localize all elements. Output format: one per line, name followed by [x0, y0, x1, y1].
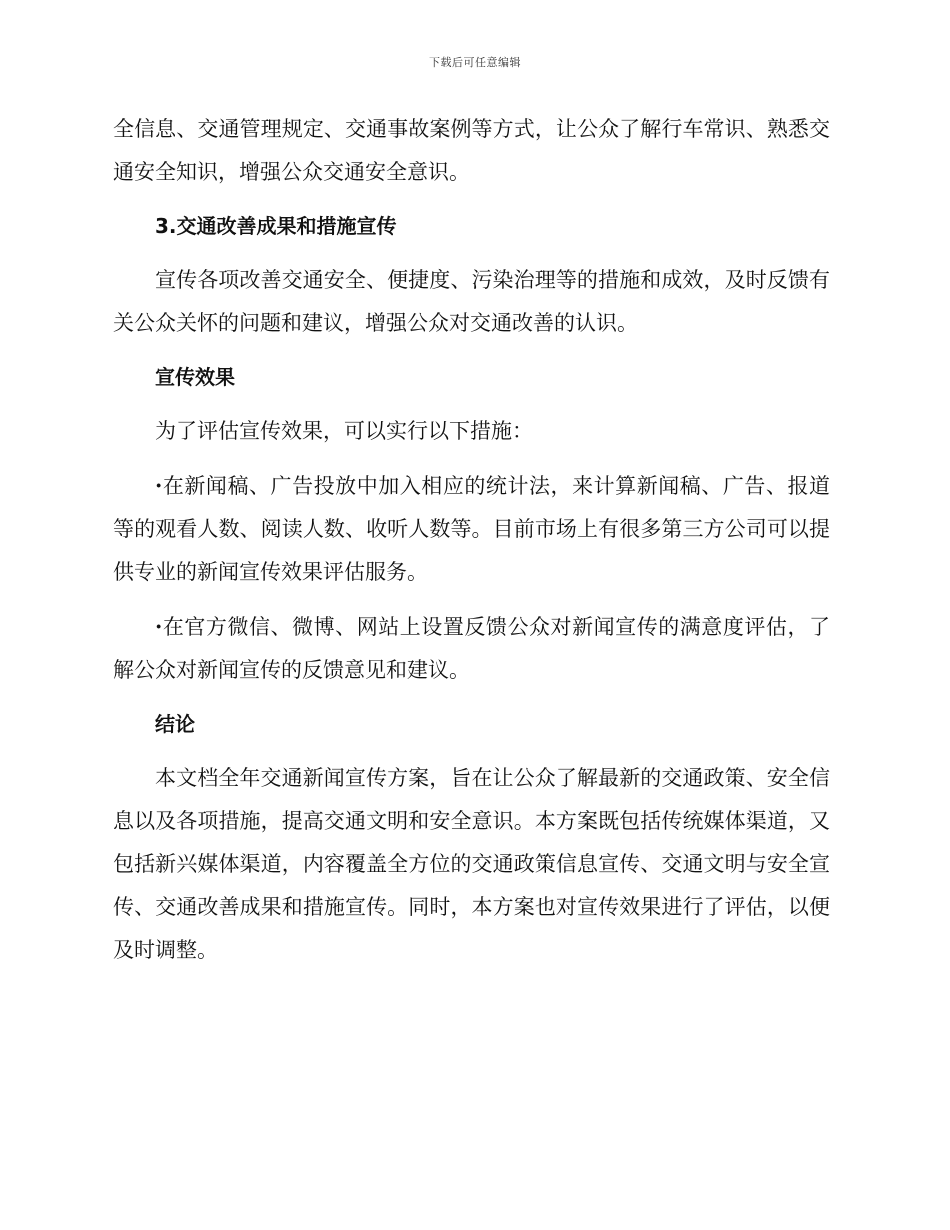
page-header: 下载后可任意编辑	[429, 56, 521, 69]
section3-paragraph: 宣传各项改善交通安全、便捷度、污染治理等的措施和成效，及时反馈有关公众关怀的问题和建议，增强公众对交通改善的认识。	[113, 268, 830, 335]
conclusion-paragraph: 本文档全年交通新闻宣传方案，旨在让公众了解最新的交通政策、安全信息以及各项措施，提高交通文明和安全意识。本方案既包括传统媒体渠道，又包括新兴媒体渠道，内容覆盖全方位的交通政策信息宣传、交通文明与安全宣传、交通改善成果和措施宣传。同时，本方案也对宣传效果进行了评估，以便及时调整。	[113, 766, 830, 962]
bullet-dot-icon: ·	[155, 473, 163, 498]
intro-continuation-paragraph: 全信息、交通管理规定、交通事故案例等方式，让公众了解行车常识、熟悉交通安全知识，增强公众交通安全意识。	[113, 117, 830, 184]
section3-heading: 3.交通改善成果和措施宣传	[155, 214, 397, 238]
bullet-dot-icon: ·	[155, 614, 163, 639]
bullet-item	[113, 605, 830, 692]
conclusion-heading: 结论	[155, 712, 195, 736]
effect-heading: 宣传效果	[155, 365, 235, 389]
document-body	[113, 108, 830, 983]
bullet-text: 在官方微信、微博、网站上设置反馈公众对新闻宣传的满意度评估，了解公众对新闻宣传的反馈意见和建议。	[113, 615, 830, 682]
bullet-item	[113, 464, 830, 594]
bullet-text: 在新闻稿、广告投放中加入相应的统计法，来计算新闻稿、广告、报道等的观看人数、阅读人数、收听人数等。目前市场上有很多第三方公司可以提供专业的新闻宣传效果评估服务。	[113, 474, 830, 584]
effect-intro-paragraph: 为了评估宣传效果，可以实行以下措施：	[155, 419, 533, 443]
